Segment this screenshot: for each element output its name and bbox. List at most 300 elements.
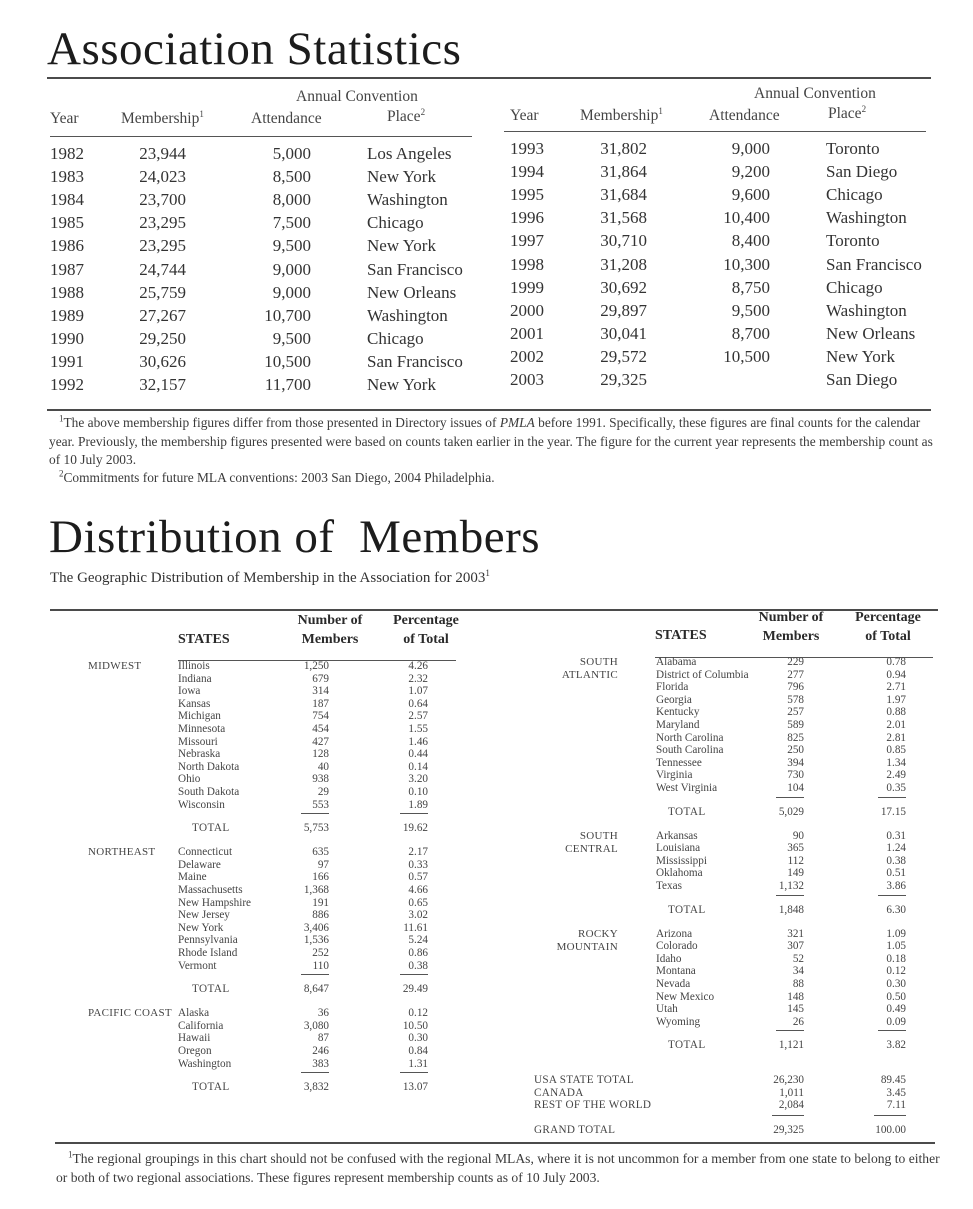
members-value: 145 [787,1003,804,1016]
percentage-value: 2.01 [886,719,906,731]
region-label [518,928,618,954]
summary-members: 26,230 [773,1074,804,1086]
grand-total-label: GRAND TOTAL [534,1123,616,1136]
percentage-value: 11.61 [403,921,428,934]
footnote-rule [47,409,931,411]
members-value: 128 [312,748,329,761]
distribution-table-right [520,606,940,1136]
membership-cell: 30,041 [600,323,647,343]
attendance-cell: 5,000 [272,144,311,163]
place-cell: Washington [826,300,907,320]
membership-cell: 31,802 [600,139,647,158]
table-row [510,324,970,347]
total-members: 1,848 [778,903,804,916]
percentage-value: 0.86 [408,947,428,959]
members-value: 1,250 [303,660,329,672]
stats-table-right [510,83,950,393]
state-name: Illinois [178,660,210,672]
state-name: Iowa [178,685,201,698]
percentage-value: 0.10 [408,786,428,798]
place-cell: Chicago [367,328,424,348]
percentage-value: 3.86 [886,880,906,892]
sum-rule [776,895,804,896]
summary-members: 1,011 [779,1086,804,1099]
members-value: 112 [787,854,804,867]
summary-label: USA STATE TOTAL [534,1074,634,1086]
total-percentage: 3.82 [886,1039,906,1052]
header-membership: Membership$^1$ [580,105,663,124]
state-name: Maryland [656,719,700,731]
percentage-value: 0.51 [886,867,906,880]
percentage-value: 0.38 [408,959,428,972]
total-members: 5,029 [778,805,804,818]
members-value: 314 [312,685,329,698]
table-row [50,144,510,167]
place-cell: New York [367,167,436,187]
percentage-value: 0.85 [886,744,906,757]
members-value: 90 [792,829,804,842]
membership-cell: 31,208 [600,254,647,274]
percentage-value: 0.35 [886,782,906,794]
members-value: 166 [312,871,329,884]
members-value: 104 [787,782,804,794]
summary-percentage: 89.45 [880,1074,906,1086]
state-name: Nebraska [178,748,221,761]
year-cell: 1987 [50,259,84,279]
state-name: Colorado [656,940,698,953]
percentage-value: 0.84 [408,1045,428,1057]
year-cell: 1999 [510,277,544,297]
percentage-value: 1.05 [886,940,906,953]
year-cell: 1986 [50,236,84,256]
membership-cell: 25,759 [139,282,186,302]
total-label: TOTAL [192,1081,230,1094]
percentage-value: 0.88 [886,706,906,719]
members-value: 938 [312,773,329,786]
state-name: Kentucky [656,706,700,719]
place-cell: Chicago [367,213,424,233]
state-name: Pennsylvania [178,934,238,947]
percentage-value: 0.78 [886,656,906,668]
summary-percentage: 7.11 [886,1099,906,1112]
attendance-cell: 7,500 [272,213,311,233]
percentage-value: 1.97 [886,693,906,706]
region-label [88,1007,172,1020]
percentage-value: 10.50 [402,1019,428,1032]
table-row [510,162,970,185]
header-percentage-of-total: Percentage of Total [855,610,921,644]
year-cell: 1989 [50,305,84,325]
place-cell: Washington [826,208,907,228]
percentage-value: 1.31 [408,1057,428,1070]
state-name: Alabama [656,656,697,668]
members-value: 52 [792,952,804,965]
table-row [510,255,970,278]
state-name: Maine [178,871,207,884]
membership-cell: 31,864 [600,162,647,182]
sum-rule [878,1030,906,1031]
year-cell: 1988 [50,282,84,302]
percentage-value: 0.12 [886,965,906,978]
state-name: Michigan [178,710,221,723]
region-name-line: MIDWEST [88,660,142,672]
state-name: Virginia [656,769,693,782]
year-cell: 1982 [50,144,84,163]
attendance-cell: 9,600 [731,185,770,205]
total-members: 3,832 [303,1081,329,1094]
members-value: 754 [312,710,329,723]
attendance-cell: 10,300 [723,254,770,274]
total-members: 5,753 [303,822,329,835]
table-row [50,213,510,236]
summary-label: CANADA [534,1086,584,1099]
table-row [510,185,970,208]
sum-rule [776,1030,804,1031]
percentage-value: 1.24 [886,842,906,855]
attendance-cell: 10,500 [723,346,770,366]
members-value: 589 [787,719,804,731]
percentage-value: 2.17 [408,846,428,859]
region-label [518,830,618,856]
membership-cell: 23,700 [139,190,186,210]
state-name: Arkansas [656,829,698,842]
attendance-cell: 9,000 [272,282,311,302]
grand-total-members: 29,325 [773,1123,804,1136]
percentage-value: 2.81 [886,731,906,744]
place-cell: San Diego [826,370,898,389]
total-label: TOTAL [192,822,230,835]
state-name: Vermont [178,959,217,972]
total-percentage: 13.07 [402,1081,428,1094]
total-percentage: 29.49 [402,983,428,996]
region-name-line: CENTRAL [565,842,618,855]
header-place: Place$^2$ [387,106,426,125]
table-row [50,329,510,352]
table-row [50,306,510,329]
place-cell: Chicago [826,277,883,297]
membership-cell: 31,684 [600,185,647,205]
members-value: 229 [787,656,804,668]
percentage-value: 1.89 [408,798,428,811]
state-name: Idaho [656,952,682,965]
sum-rule [878,797,906,798]
footnote-rule [55,1142,935,1144]
members-value: 578 [787,693,804,706]
sum-rule [776,797,804,798]
membership-cell: 32,157 [139,375,186,394]
sum-rule [400,813,428,814]
members-value: 40 [317,760,329,773]
state-name: Minnesota [178,723,226,735]
header-number-of-members: Number of Members [758,610,824,644]
percentage-value: 0.65 [408,896,428,909]
attendance-cell: 11,700 [264,375,311,394]
header-percentage-of-total: Percentage of Total [393,613,459,647]
attendance-cell: 10,400 [723,208,770,228]
members-value: 679 [312,672,329,685]
members-value: 148 [787,990,804,1003]
members-value: 730 [787,769,804,782]
place-cell: New Orleans [826,323,916,343]
attendance-cell: 9,500 [272,328,311,348]
attendance-cell: 9,500 [731,300,770,320]
percentage-value: 0.31 [886,829,906,842]
members-value: 36 [317,1007,329,1020]
year-cell: 1983 [50,167,84,187]
percentage-value: 3.02 [408,909,428,922]
members-value: 394 [787,756,804,769]
year-cell: 1985 [50,213,84,233]
percentage-value: 0.12 [408,1007,428,1020]
percentage-value: 1.34 [886,756,906,769]
state-name: New Hampshire [178,896,252,909]
state-name: Ohio [178,773,201,786]
state-name: Mississippi [656,854,707,867]
state-name: Florida [656,681,689,694]
total-members: 1,121 [778,1039,804,1052]
table-row [50,352,510,375]
attendance-cell: 9,000 [272,259,311,279]
state-name: Nevada [656,978,691,990]
year-cell: 1992 [50,375,84,394]
members-value: 246 [312,1045,329,1057]
attendance-cell: 9,200 [731,162,770,182]
members-value: 3,080 [303,1019,329,1032]
percentage-value: 0.94 [886,668,906,681]
place-cell: San Francisco [367,351,463,371]
region-name-line: NORTHEAST [88,846,156,859]
place-cell: Washington [367,190,448,210]
state-name: Montana [656,965,696,978]
members-value: 110 [312,959,329,972]
header-place: Place$^2$ [828,103,867,122]
region-name-line: SOUTH [579,829,618,842]
percentage-value: 0.09 [886,1015,906,1028]
place-cell: Los Angeles [367,144,452,163]
members-value: 191 [312,896,329,909]
percentage-value: 1.07 [408,685,428,698]
percentage-value: 4.26 [408,660,428,672]
state-name: California [178,1019,224,1032]
region-name-line: ATLANTIC [561,669,618,681]
place-cell: New Orleans [367,282,457,302]
attendance-cell: 8,500 [272,167,311,187]
header-states: STATES [178,632,230,647]
region-name-line: ROCKY [577,927,618,940]
state-name: Connecticut [178,846,233,859]
place-cell: Washington [367,305,448,325]
stats-footnote-1: $^1$The above membership figures differ from those presented in Directory issues of PMLA before 1991. Specifically, these figures are final counts for the calendar year. Previously, the membership figures presented were based on counts taken earlier in the year. The figure for the current year represents the membership count as of 10 July 2003. [49,413,933,467]
table-row [510,301,970,324]
state-name: West Virginia [656,782,718,794]
table-row [50,167,510,190]
attendance-cell: 9,000 [731,139,770,158]
attendance-cell: 8,700 [731,323,770,343]
year-cell: 2003 [510,370,544,389]
state-name: Wisconsin [178,798,225,811]
state-name: Georgia [656,693,692,706]
state-name: North Carolina [656,731,724,744]
summary-label: REST OF THE WORLD [534,1099,652,1112]
year-cell: 1990 [50,328,84,348]
place-cell: New York [826,346,895,366]
total-label: TOTAL [192,983,230,996]
percentage-value: 0.14 [408,760,428,773]
state-name: New Jersey [178,909,230,922]
region-name-line: PACIFIC COAST [88,1007,172,1020]
total-label: TOTAL [668,1039,706,1052]
percentage-value: 0.30 [886,978,906,990]
members-value: 257 [787,706,804,719]
year-cell: 2001 [510,323,544,343]
year-cell: 1997 [510,231,544,251]
state-name: Utah [656,1003,678,1016]
members-value: 365 [787,842,804,855]
state-name: Washington [178,1057,232,1070]
members-value: 187 [312,697,329,710]
percentage-value: 0.64 [408,697,428,710]
section-rule [47,77,931,79]
year-cell: 1998 [510,254,544,274]
total-label: TOTAL [668,805,706,818]
table-row [510,370,970,393]
attendance-cell: 10,500 [264,351,311,371]
membership-cell: 24,023 [139,167,186,187]
percentage-value: 0.49 [886,1003,906,1016]
members-value: 796 [787,681,804,694]
members-value: 886 [312,909,329,922]
table-row [510,231,970,254]
summary-percentage: 3.45 [886,1086,906,1099]
state-name: Delaware [178,858,221,871]
percentage-value: 0.18 [886,952,906,965]
state-name: Hawaii [178,1032,211,1045]
page-title-distribution-of-members: Distribution of Members [49,511,541,563]
year-cell: 1996 [510,208,544,228]
header-annual-convention: Annual Convention [754,85,876,102]
membership-cell: 29,325 [600,370,647,389]
header-year: Year [50,110,79,127]
state-name: Louisiana [656,842,701,855]
state-name: Tennessee [656,756,702,769]
percentage-value: 2.57 [408,710,428,723]
place-cell: Chicago [826,185,883,205]
header-attendance: Attendance [251,110,322,127]
year-cell: 1991 [50,351,84,371]
place-cell: San Francisco [826,254,922,274]
place-cell: New York [367,236,436,256]
percentage-value: 4.66 [408,884,428,896]
page-title-association-statistics: Association Statistics [47,23,462,75]
attendance-cell: 9,500 [272,236,311,256]
table-row [510,278,970,301]
state-name: New York [178,921,224,934]
total-percentage: 19.62 [402,822,428,835]
percentage-value: 0.30 [408,1032,428,1045]
year-cell: 1995 [510,185,544,205]
percentage-value: 2.71 [886,681,906,694]
state-name: Missouri [178,735,218,748]
sum-rule [301,1072,329,1073]
attendance-cell: 8,000 [272,190,311,210]
members-value: 1,368 [303,884,329,896]
summary-members: 2,084 [778,1099,804,1112]
sum-rule [400,1072,428,1073]
year-cell: 1984 [50,190,84,210]
year-cell: 2000 [510,300,544,320]
total-label: TOTAL [668,903,706,916]
membership-cell: 29,572 [600,346,647,366]
attendance-cell: 8,400 [731,231,770,251]
members-value: 553 [312,798,329,811]
sum-rule [772,1115,804,1116]
percentage-value: 3.20 [408,773,428,786]
members-value: 825 [787,731,804,744]
state-name: Texas [656,880,682,892]
members-value: 3,406 [303,921,329,934]
membership-cell: 24,744 [139,259,186,279]
members-value: 635 [312,846,329,859]
region-label [88,660,141,673]
members-value: 383 [312,1057,329,1070]
membership-cell: 30,626 [139,351,186,371]
members-value: 97 [317,858,329,871]
attendance-cell: 8,750 [731,277,770,297]
total-members: 8,647 [303,983,329,996]
total-percentage: 6.30 [886,903,906,916]
members-value: 26 [792,1015,804,1028]
members-value: 427 [312,735,329,748]
header-states: STATES [655,628,707,643]
table-row [510,139,970,162]
year-cell: 2002 [510,346,544,366]
table-row [510,208,970,231]
state-name: Arizona [656,927,693,940]
sum-rule [400,974,428,975]
place-cell: Toronto [826,231,880,251]
membership-cell: 29,897 [600,300,647,320]
table-row [50,236,510,259]
percentage-value: 2.32 [408,672,428,685]
state-name: Wyoming [656,1015,701,1028]
total-percentage: 17.15 [880,805,906,818]
region-label [518,656,618,682]
year-cell: 1994 [510,162,544,182]
percentage-value: 0.44 [408,748,428,761]
header-attendance: Attendance [709,107,780,124]
membership-cell: 23,295 [139,213,186,233]
members-value: 252 [312,947,329,959]
members-value: 149 [787,867,804,880]
members-value: 321 [787,927,804,940]
region-name-line: MOUNTAIN [556,940,618,953]
percentage-value: 1.09 [886,927,906,940]
members-value: 250 [787,744,804,757]
place-cell: New York [367,375,436,394]
stats-footnote-2: $^2$Commitments for future MLA conventions: 2003 San Diego, 2004 Philadelphia. [59,468,495,485]
sum-rule [301,813,329,814]
percentage-value: 5.24 [408,934,428,947]
membership-cell: 23,944 [139,144,186,163]
place-cell: San Francisco [367,259,463,279]
percentage-value: 2.49 [886,769,906,782]
place-cell: San Diego [826,162,898,182]
state-name: South Carolina [656,744,724,757]
table-row [50,190,510,213]
members-value: 1,536 [303,934,329,947]
percentage-value: 1.46 [408,735,428,748]
membership-cell: 29,250 [139,328,186,348]
